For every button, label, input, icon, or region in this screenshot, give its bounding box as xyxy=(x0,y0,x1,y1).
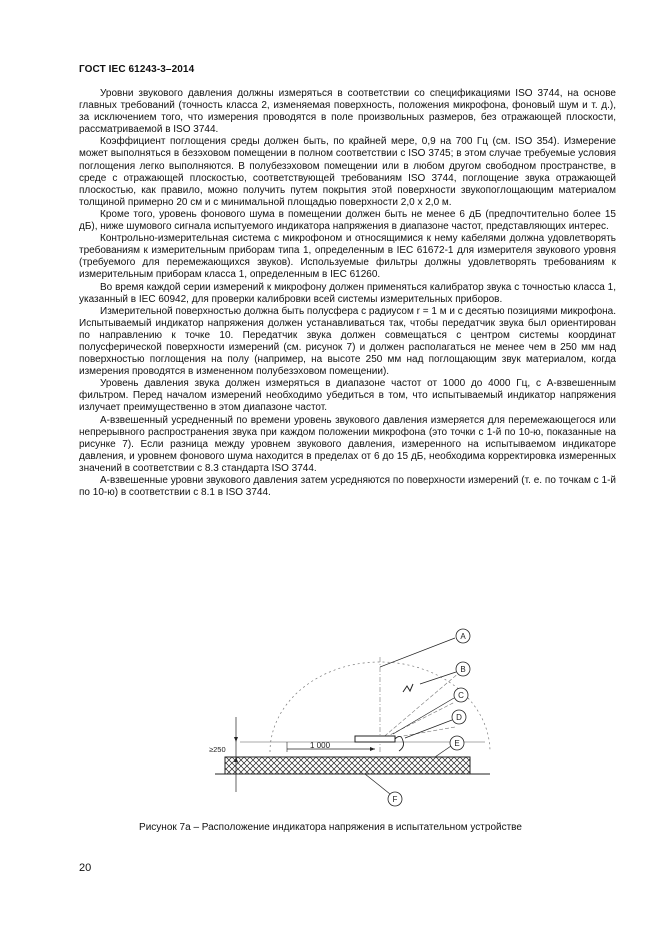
paragraph: Кроме того, уровень фонового шума в помещении должен быть не менее 6 дБ (предпочтительно более 15 дБ), ниже шумового сигнала испытуемого индикатора напряжения в диапазоне частот, представляющих интерес. xyxy=(79,208,616,233)
figure-caption: Рисунок 7а – Расположение индикатора напряжения в испытательном устройстве xyxy=(139,822,522,833)
device-cable xyxy=(395,736,404,751)
paragraph: А-взвешенные уровни звукового давления затем усредняются по поверхности измерений (т. е. по точкам с 1-й по 10-ю) в соответствии с 8.1 в ISO 3744. xyxy=(79,475,616,499)
label-f xyxy=(388,792,402,806)
test-setup-figure xyxy=(205,622,505,822)
svg-text:A: A xyxy=(460,632,466,641)
leader-line-b xyxy=(420,672,456,684)
document-header: ГОСТ IEC 61243-3–2014 xyxy=(79,64,195,75)
paragraph: Контрольно-измерительная система с микрофоном и относящимися к нему кабелями должна удовлетворять требованиям к измерительным приборам типа 1, определенным в IEC 61672-1 для измерителя звукового уровня (требуемого для перемежающихся звуков). Используемые фильтры должны удовлетворять требованиям к измерительным приборам класса 1, определенным в IEC 61260. xyxy=(79,233,616,281)
figure-drawing xyxy=(205,622,505,822)
radial-line xyxy=(380,702,455,740)
leader-line-e xyxy=(435,746,451,757)
paragraph: А-взвешенный усредненный по времени уровень звукового давления измеряется для перемежающегося или непрерывного распространения звука при каждом положении микрофона (это точки с 1-й по 10-ю, показанные на рисунке 7). Если разница между уровнем звукового давления, измеренного на испытываемом индикаторе давления, и уровнем фонового шума находится в пределах от 6 до 15 дБ, необходима корректировка измеренных значений в соответствии с 8.3 стандарта ISO 3744. xyxy=(79,414,616,474)
label-a xyxy=(456,629,470,643)
voltage-indicator-device xyxy=(355,736,395,742)
label-d xyxy=(452,710,466,724)
paragraph: Коэффициент поглощения среды должен быть, по крайней мере, 0,9 на 700 Гц (см. ISO 354). Измерение может выполняться в безэховом помещении в полном соответствии с ISO 3745; в этом случае требуемые условия поглощения легко выполняются. В полубезэховом помещении или в любом другом свободном пространстве, в среде с отражающей плоскостью, соответствующей требованиям ISO 3744, поглощение звука отражающей плоскостью, как правило, можно получить путем покрытия этой поверхности звукопоглощающим материалом толщиной примерно 20 см и с минимальной площадью поверхности 2,0 х 2,0 м. xyxy=(79,136,616,208)
label-e xyxy=(450,736,464,750)
leader-line-f xyxy=(365,774,390,794)
height-label: ≥250 xyxy=(209,745,226,754)
paragraph: Во время каждой серии измерений к микрофону должен применяться калибратор звука с точностью класса 1, указанный в IEC 60942, для проверки калибровки всей системы измерительных приборов. xyxy=(79,281,616,305)
page-number: 20 xyxy=(79,862,92,874)
svg-text:D: D xyxy=(456,713,462,722)
label-b xyxy=(456,662,470,676)
radius-arrowhead xyxy=(370,747,375,751)
svg-text:E: E xyxy=(454,739,460,748)
paragraph: Уровень давления звука должен измеряться в диапазоне частот от 1000 до 4000 Гц, с А-взвешенным фильтром. Перед началом измерений необходимо убедиться в том, что испытываемый индикатор напряжения излучает преимущественно в этом диапазоне частот. xyxy=(79,378,616,414)
body-text xyxy=(79,88,616,499)
radial-line xyxy=(380,672,460,740)
height-arrowhead-top xyxy=(234,737,238,742)
paragraph: Уровни звукового давления должны измеряться в соответствии со спецификациями ISO 3744, на основе главных требований (точность класса 2, изменяемая поверхность, положения микрофона, фоновый шум и т. д.), за исключением того, что измерения проводятся в поле произвольных размеров, без отражающей плоскости, рассматриваемой в ISO 3744. xyxy=(79,88,616,136)
svg-text:F: F xyxy=(392,795,398,804)
svg-text:C: C xyxy=(458,691,464,700)
svg-text:B: B xyxy=(460,665,466,674)
paragraph: Измерительной поверхностью должна быть полусфера с радиусом r = 1 м и с десятью позициями микрофона. Испытываемый индикатор напряжения должен устанавливаться так, чтобы передатчик звука был ориентирован по направлению к точке 10. Передатчик звука должен совмещаться с центром системы координат полусферической поверхности измерений (см. рисунок 7) и должен располагаться не менее чем в 250 мм над поверхностью поглощения на полу (например, на высоте 250 мм над поглощающим звук материалом, когда измерения проводятся в измененном полубезэховом помещении). xyxy=(79,305,616,378)
microphone-icon xyxy=(403,684,413,692)
leader-line-a xyxy=(380,638,455,667)
radius-label: 1 000 xyxy=(310,741,331,750)
label-c xyxy=(454,688,468,702)
absorbing-material xyxy=(225,757,470,774)
